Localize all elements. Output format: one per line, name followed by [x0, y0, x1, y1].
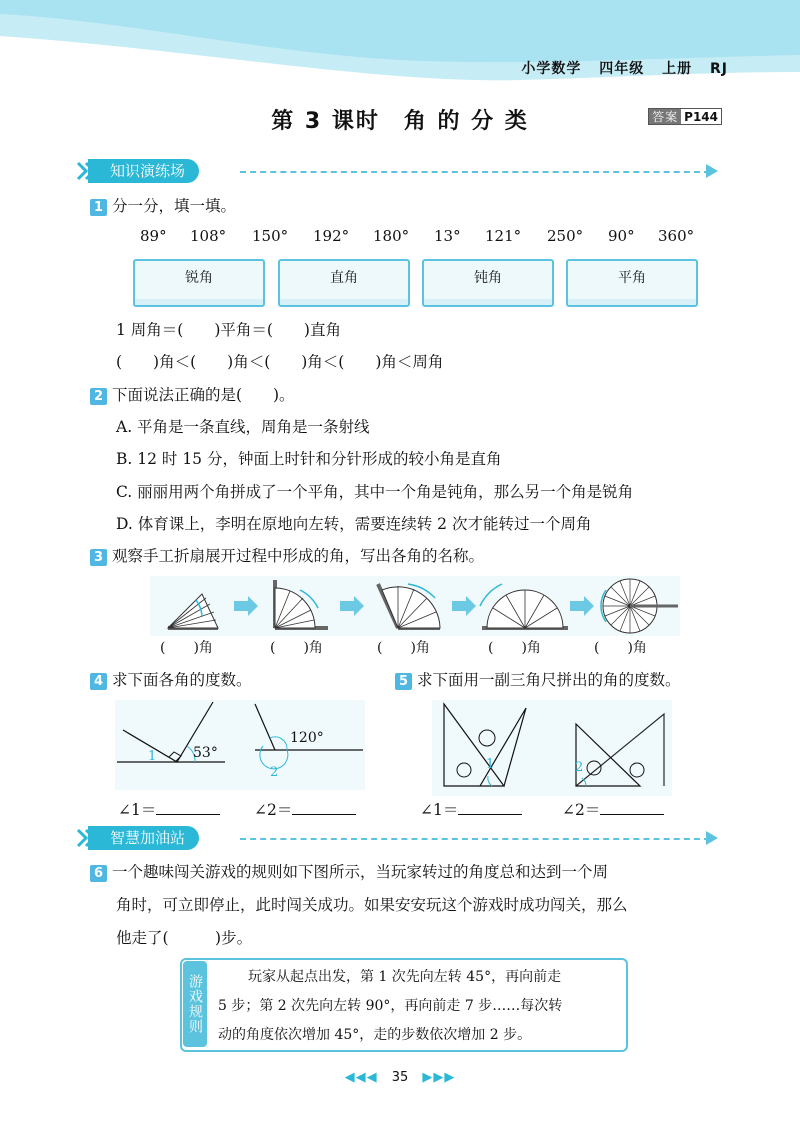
question-1 [90, 195, 236, 217]
angle-120: 120° [290, 730, 324, 746]
answer-box-straight[interactable]: 平角 [566, 259, 698, 307]
page-footer [0, 1070, 800, 1085]
fan-blank-4[interactable]: ( )角 [488, 640, 541, 656]
answer-page: P144 [684, 109, 718, 124]
grade: 四年级 [599, 61, 645, 77]
angle-value: 150° [252, 227, 289, 245]
rule-line-3: 动的角度依次增加 45°，走的步数依次增加 2 步。 [218, 1027, 532, 1043]
volume: 上册 [662, 61, 693, 77]
page-number: 35 [391, 1070, 409, 1085]
answer-box-acute[interactable]: 锐角 [133, 259, 265, 307]
angle-mark-2: 2 [575, 760, 584, 775]
section-title-1: 知识演练场 [110, 162, 186, 180]
angle-mark-2: 2 [270, 765, 279, 780]
angle-mark-1: 1 [148, 749, 157, 764]
question-3 [90, 545, 484, 567]
q4-figures [115, 700, 365, 790]
fan-blank-1[interactable]: ( )角 [160, 640, 213, 656]
chevron-right-icon [76, 828, 98, 848]
angle-value: 192° [313, 227, 350, 245]
question-4 [90, 669, 251, 691]
angle-value: 89° [140, 227, 167, 245]
option-b[interactable]: B. 12 时 15 分，钟面上时针和分针形成的较小角是直角 [116, 450, 502, 468]
angle-value: 250° [547, 227, 584, 245]
option-a[interactable]: A. 平角是一条直线，周角是一条射线 [116, 418, 370, 436]
question-6-line-2: 角时，可立即停止，此时闯关成功。如果安安玩这个游戏时成功闯关，那么 [116, 896, 628, 914]
section-tab-2 [88, 826, 199, 850]
section-header-1 [88, 159, 199, 183]
answer-box-obtuse[interactable]: 钝角 [422, 259, 554, 307]
section-tab-1 [88, 159, 199, 183]
angle-53: 53° [193, 745, 218, 761]
question-text: 分一分，填一填。 [111, 197, 236, 215]
question-text: 求下面各角的度数。 [111, 671, 252, 689]
question-number: 3 [90, 549, 107, 566]
question-number: 1 [90, 199, 107, 216]
page-next-icon: ▶▶▶ [422, 1070, 456, 1085]
section-title-2: 智慧加油站 [110, 829, 186, 847]
arrow-right-icon [706, 831, 718, 845]
question-5 [395, 669, 680, 691]
q5-answer-1[interactable]: ∠1＝ [420, 799, 522, 821]
answer-label: 答案 [649, 109, 681, 124]
divider [240, 171, 710, 173]
option-d[interactable]: D. 体育课上，李明在原地向左转，需要连续转 2 次才能转过一个周角 [116, 515, 592, 533]
question-text: 下面说法正确的是( )。 [111, 386, 295, 404]
page-title: 第 3 课时 角 的 分 类 [271, 109, 529, 134]
angle-value: 108° [190, 227, 227, 245]
page-prev-icon: ◀◀◀ [344, 1070, 378, 1085]
fan-blank-5[interactable]: ( )角 [594, 640, 647, 656]
fill-line-1[interactable]: 1 周角＝( )平角＝( )直角 [116, 321, 341, 339]
question-number: 4 [90, 673, 107, 690]
option-c[interactable]: C. 丽丽用两个角拼成了一个平角，其中一个角是钝角，那么另一个角是锐角 [116, 483, 634, 501]
q5-figures [432, 700, 672, 796]
question-number: 5 [395, 673, 412, 690]
question-6-line-3[interactable]: 他走了( )步。 [116, 929, 253, 947]
angle-value: 13° [434, 227, 461, 245]
arrow-right-icon [706, 164, 718, 178]
divider [240, 838, 710, 840]
angle-value: 180° [373, 227, 410, 245]
angle-value: 360° [658, 227, 695, 245]
section-header-2 [88, 826, 199, 850]
fill-line-2[interactable]: ( )角＜( )角＜( )角＜( )角＜周角 [116, 353, 444, 371]
angle-value: 90° [608, 227, 635, 245]
rule-line-1: 玩家从起点出发，第 1 次先向左转 45°，再向前走 [248, 969, 562, 985]
fan-blank-3[interactable]: ( )角 [377, 640, 430, 656]
q4-answer-2[interactable]: ∠2＝ [254, 799, 356, 821]
question-text: 求下面用一副三角尺拼出的角的度数。 [416, 671, 681, 689]
question-number: 2 [90, 388, 107, 405]
answer-box-right[interactable]: 直角 [278, 259, 410, 307]
game-rule-tag: 游戏规则 [183, 961, 207, 1047]
subject: 小学数学 [521, 61, 582, 77]
question-text: 观察手工折扇展开过程中形成的角，写出各角的名称。 [111, 547, 484, 565]
question-number: 6 [90, 865, 107, 882]
question-6-line-1 [90, 861, 608, 883]
question-text: 一个趣味闯关游戏的规则如下图所示，当玩家转过的角度总和达到一个周 [111, 863, 608, 881]
chevron-right-icon [76, 161, 98, 181]
question-2 [90, 384, 295, 406]
fan-diagram [150, 576, 680, 636]
q5-answer-2[interactable]: ∠2＝ [562, 799, 664, 821]
edition: RJ [710, 61, 728, 77]
fan-blank-2[interactable]: ( )角 [270, 640, 323, 656]
rule-line-2: 5 步；第 2 次先向左转 90°，再向前走 7 步……每次转 [218, 998, 563, 1014]
header-info [509, 58, 728, 78]
answer-tag[interactable] [648, 108, 722, 125]
q4-answer-1[interactable]: ∠1＝ [118, 799, 220, 821]
angle-value: 121° [485, 227, 522, 245]
angle-mark-1: 1 [486, 757, 495, 772]
